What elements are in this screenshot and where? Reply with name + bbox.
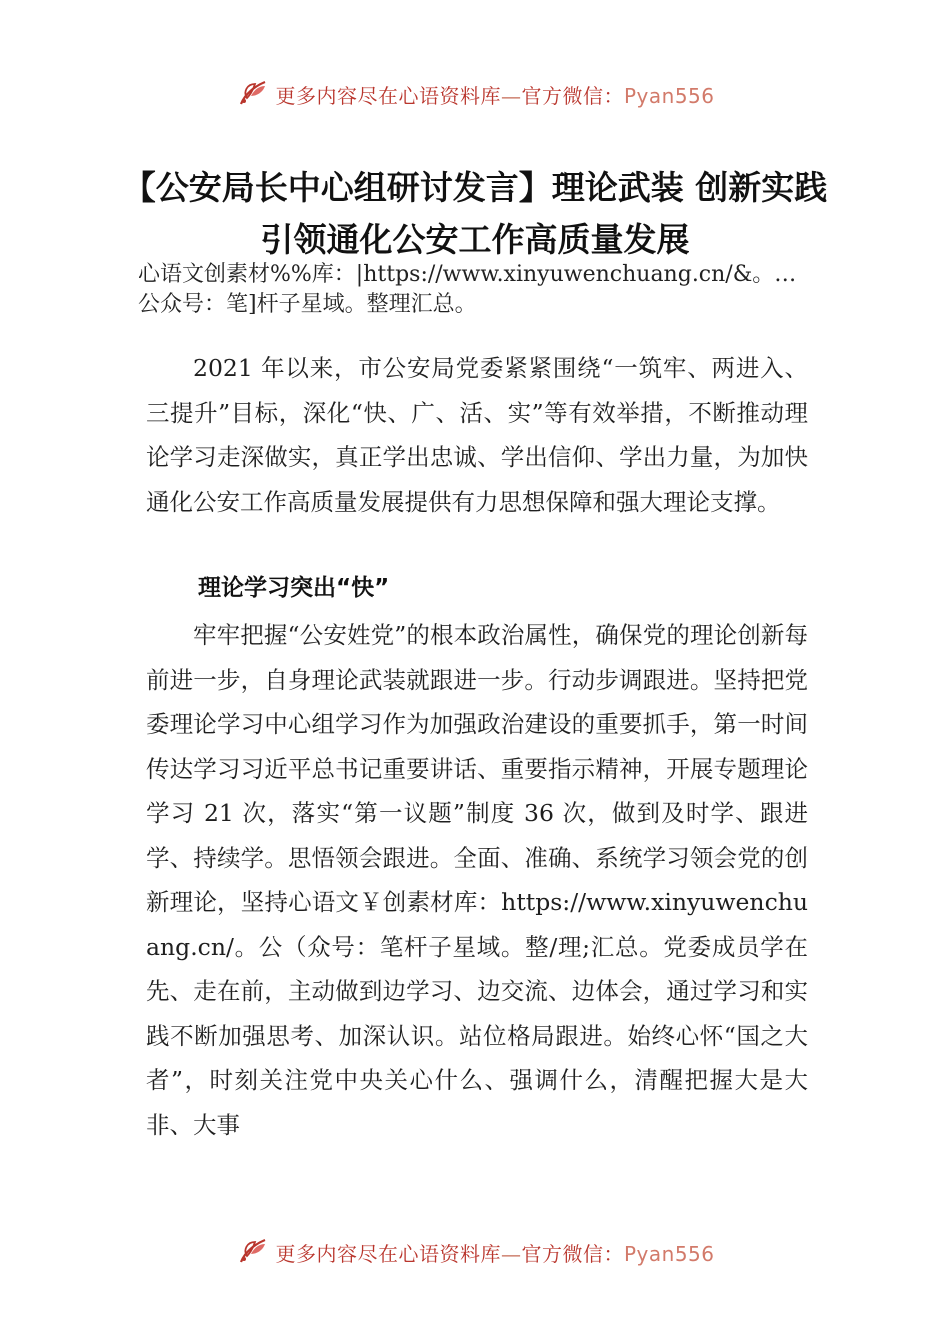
banner-text: [275, 80, 714, 109]
header-banner: [0, 74, 950, 114]
section-heading: 理论学习突出“快”: [198, 575, 390, 601]
banner-wechat-id: Pyan556: [623, 83, 715, 108]
intro-paragraph: 2021 年以来，市公安局党委紧紧围绕“一筑牢、两进入、三提升”目标，深化“快、广、活、实”等有效举措，不断推动理论学习走深做实，真正学出忠诚、学出信仰、学出力量，为加快通化公安工作高质量发展提供有力思想保障和强大理论支撑。: [146, 354, 808, 516]
banner-separator: —: [500, 1241, 522, 1266]
banner-label-text: 官方微信：: [521, 83, 624, 108]
footer-banner: [0, 1232, 950, 1272]
flower-logo-icon: [235, 1234, 271, 1270]
banner-label-text: 官方微信：: [521, 1241, 624, 1266]
banner-wechat-id: Pyan556: [623, 1241, 715, 1266]
body-paragraph: 牢牢把握“公安姓党”的根本政治属性，确保党的理论创新每前进一步，自身理论武装就跟进一步。行动步调跟进。坚持把党委理论学习中心组学习作为加强政治建设的重要抓手，第一时间传达学习习近平总书记重要讲话、重要指示精神，开展专题理论学习 21 次，落实“第一议题”制度 36 次，做到及时学、跟进学、持续学。思悟领会跟进。全面、准确、系统学习领会党的创新理论，坚持心语文￥创素材库：https://www.xinyuwenchuang.cn/。公（众号：笔杆子星域。整/理;汇总。党委成员学在先、走在前，主动做到边学习、边交流、边体会，通过学习和实践不断加强思考、加深认识。站位格局跟进。始终心怀“国之大者”，时刻关注党中央关心什么、强调什么，清醒把握大是大非、大事: [146, 621, 808, 1139]
document-title: 【公安局长中心组研讨发言】理论武装 创新实践 引领通化公安工作高质量发展: [122, 168, 828, 259]
source-note: 心语文创素材%%库：|https://www.xinyuwenchuang.cn/&。…公众号：笔]杆子星域。整理汇总。: [138, 262, 797, 317]
flower-logo-icon: [235, 76, 271, 112]
banner-separator: —: [500, 83, 522, 108]
banner-main-text: 更多内容尽在心语资料库: [275, 1241, 501, 1266]
banner-main-text: 更多内容尽在心语资料库: [275, 83, 501, 108]
banner-text: [275, 1238, 714, 1267]
